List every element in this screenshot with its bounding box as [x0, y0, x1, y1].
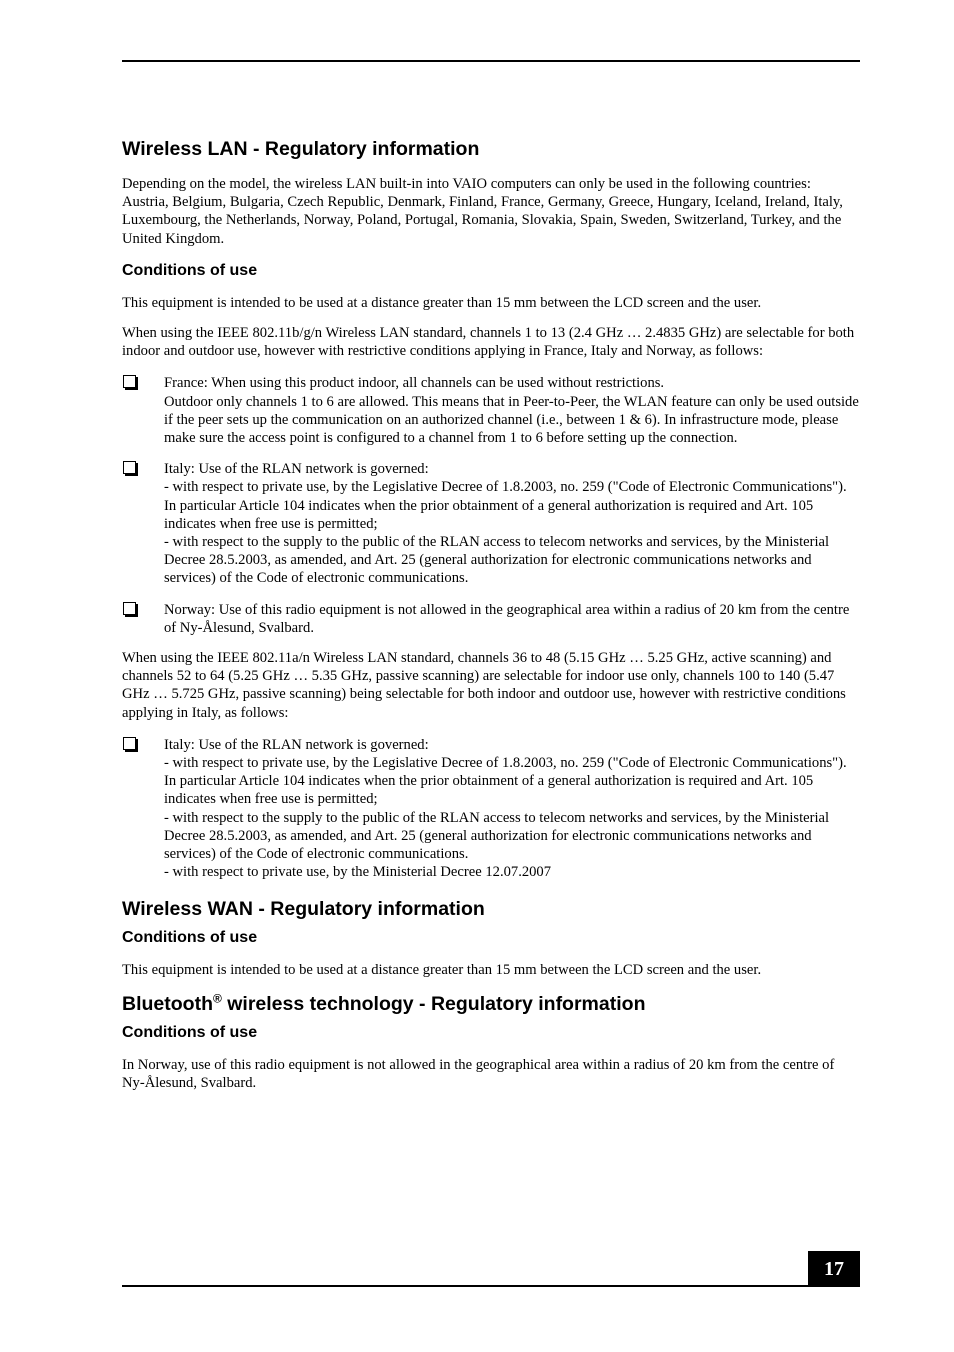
page-content — [122, 136, 860, 1092]
bluetooth-heading-prefix: Bluetooth — [122, 992, 213, 1015]
bullet-italy — [122, 460, 860, 587]
bullet-line: Outdoor only channels 1 to 6 are allowed. This means that in Peer-to-Peer, the WLAN feature can only be used outside if the peer sets up the communication on an authorized channel (i.e., between 1 & 6). In infrastructure mode, please make sure the access point is configured to a channel from 1 to 6 before setting up the connection. — [164, 393, 859, 447]
footer-rule — [122, 1285, 860, 1287]
checkbox-bullet-icon — [123, 461, 136, 474]
bullet-france — [122, 374, 860, 447]
checkbox-bullet-icon — [123, 602, 136, 615]
checkbox-bullet-icon — [123, 737, 136, 750]
bullet-line: France: When using this product indoor, all channels can be used without restrictions. — [164, 375, 665, 392]
bullet-italy-a — [122, 736, 860, 882]
bluetooth-conditions-heading: Conditions of use — [122, 1023, 258, 1041]
bullet-line: - with respect to private use, by the Legislative Decree of 1.8.2003, no. 259 ("Code of Electronic Communications"). In particular Article 104 indicates when the prior obtainment of a general authorization is required and Art. 105 indicates when free use is permitted; — [164, 479, 847, 532]
wwan-conditions-heading: Conditions of use — [122, 928, 258, 946]
bullet-line: - with respect to private use, by the Legislative Decree of 1.8.2003, no. 259 ("Code of Electronic Communications"). In particular Article 104 indicates when the prior obtainment of a general authorization is required and Art. 105 indicates when free use is permitted; — [164, 755, 847, 808]
bullet-line: Norway: Use of this radio equipment is not allowed in the geographical area within a radius of 20 km from the centre of Ny-Ålesund, Svalbard. — [164, 601, 850, 636]
wlan-conditions-heading: Conditions of use — [122, 261, 258, 279]
registered-mark: ® — [212, 991, 222, 1006]
wwan-heading: Wireless WAN - Regulatory information — [122, 897, 485, 920]
bullet-line: Italy: Use of the RLAN network is governed: — [164, 736, 429, 753]
wlan-bgn-text: When using the IEEE 802.11b/g/n Wireless LAN standard, channels 1 to 13 (2.4 GHz … 2.4835 GHz) are selectable for both indoor and outdoor use, however with restrictive conditions applying in France, Italy and Norway, as follows: — [122, 325, 855, 360]
bullet-line: - with respect to private use, by the Ministerial Decree 12.07.2007 — [164, 864, 552, 881]
bullet-line: - with respect to the supply to the public of the RLAN access to telecom networks and services, by the Ministerial Decree 28.5.2003, as amended, and Art. 25 (general authorization for electronic communications networks and services) of the Code of electronic communications. — [164, 534, 830, 587]
wwan-text: This equipment is intended to be used at a distance greater than 15 mm between the LCD screen and the user. — [122, 961, 762, 978]
bluetooth-heading-suffix: wireless technology - Regulatory information — [221, 992, 646, 1015]
wlan-intro: Depending on the model, the wireless LAN built-in into VAIO computers can only be used in the following countries: Austria, Belgium, Bulgaria, Czech Republic, Denmark, Finland, France, Germany, Greece, Hungary, Iceland, Ireland, Italy, Luxembourg, the Netherlands, Norway, Poland, Portugal, Romania, Slovakia, Spain, Sweden, Switzerland, Turkey, and the United Kingdom. — [122, 176, 843, 247]
wlan-heading: Wireless LAN - Regulatory information — [122, 138, 480, 160]
header-rule — [122, 60, 860, 62]
bullet-line: - with respect to the supply to the public of the RLAN access to telecom networks and services, by the Ministerial Decree 28.5.2003, as amended, and Art. 25 (general authorization for electronic communications networks and services) of the Code of electronic communications. — [164, 809, 830, 863]
a-bullet-list — [122, 736, 860, 882]
checkbox-bullet-icon — [123, 375, 136, 388]
bullet-line: Italy: Use of the RLAN network is governed: — [164, 461, 429, 478]
bluetooth-heading — [122, 991, 860, 1017]
bluetooth-text: In Norway, use of this radio equipment is not allowed in the geographical area within a radius of 20 km from the centre of Ny-Ålesund, Svalbard. — [122, 1056, 835, 1091]
wlan-distance-text: This equipment is intended to be used at a distance greater than 15 mm between the LCD screen and the user. — [122, 294, 762, 311]
page-number: 17 — [808, 1251, 860, 1287]
bullet-norway — [122, 601, 860, 637]
bgn-bullet-list — [122, 374, 860, 637]
wlan-a-text: When using the IEEE 802.11a/n Wireless LAN standard, channels 36 to 48 (5.15 GHz … 5.25 GHz, active scanning) and channels 52 to 64 (5.25 GHz … 5.35 GHz, passive scanning) are selectable for indoor use only, channels 100 to 140 (5.47 GHz … 5.725 GHz, passive scanning) being selectable for both indoor and outdoor use, however with restrictive conditions applying in Italy, as follows: — [122, 650, 846, 721]
